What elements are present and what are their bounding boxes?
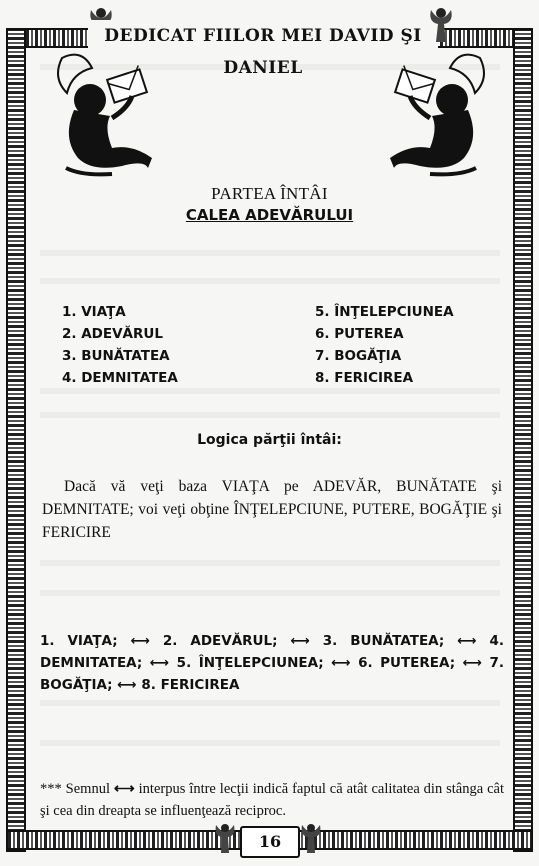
- logic-paragraph: Dacă vă veţi baza VIAŢA pe ADEVĂR, BUNĂTATE şi DEMNITATE; voi veţi obţine ÎNŢELEPCIUNE, PUTERE, BOGĂŢIE şi FERICIRE: [42, 478, 502, 541]
- lesson-list-right: [315, 301, 454, 389]
- page-number: 16: [240, 826, 300, 858]
- chain-item: 1. VIAŢA;: [40, 633, 118, 649]
- cherub-with-letter-icon: [52, 48, 162, 178]
- chain-item: 3. BUNĂTATEA;: [322, 633, 445, 649]
- lesson-item: 2. ADEVĂRUL: [62, 326, 163, 342]
- bidirectional-arrow-icon: ⟷: [331, 655, 351, 671]
- angel-ornament-icon: [214, 820, 236, 856]
- bleed-through: [40, 250, 500, 256]
- footnote-text: interpus între lecţii indică faptul că atât calitatea din stânga cât şi cea din dreapta se influenţează reciproc.: [40, 781, 505, 819]
- section-subtitle: CALEA ADEVĂRULUI: [185, 206, 354, 224]
- bleed-through: [40, 740, 500, 746]
- chain-item: 2. ADEVĂRUL;: [162, 633, 278, 649]
- dedication-header: DEDICAT FIILOR MEI DAVID ŞI DANIEL: [88, 20, 438, 50]
- bidirectional-arrow-icon: ⟷: [290, 633, 310, 649]
- angel-ornament-icon: [428, 4, 454, 46]
- bidirectional-arrow-icon: ⟷: [457, 633, 477, 649]
- part-title: PARTEA ÎNTÂI: [211, 184, 328, 203]
- bidirectional-arrow-icon: ⟷: [130, 633, 150, 649]
- cherub-with-letter-icon: [380, 48, 490, 178]
- lesson-list-left: [62, 301, 178, 389]
- lesson-item: 6. PUTEREA: [315, 326, 404, 342]
- chain-item: 5. ÎNŢELEPCIUNEA;: [176, 655, 324, 671]
- lesson-item: 3. BUNĂTATEA: [62, 348, 170, 364]
- bidirectional-arrow-icon: ⟷: [117, 677, 137, 693]
- lesson-item: 1. VIAŢA: [62, 304, 126, 320]
- lesson-item: 7. BOGĂŢIA: [315, 348, 402, 364]
- bleed-through: [40, 560, 500, 566]
- chain-item: 4. DEMNITATEA;: [40, 633, 505, 671]
- lesson-chain: [40, 630, 504, 696]
- chain-item: 7. BOGĂŢIA;: [40, 655, 505, 693]
- chain-item: 6. PUTEREA;: [358, 655, 456, 671]
- bleed-through: [40, 412, 500, 418]
- chain-item: 8. FERICIREA: [141, 677, 240, 693]
- lesson-item: 4. DEMNITATEA: [62, 370, 178, 386]
- bidirectional-arrow-icon: ⟷: [149, 655, 170, 671]
- bidirectional-arrow-icon: ⟷: [462, 655, 482, 671]
- bidirectional-arrow-icon: ⟷: [113, 781, 135, 797]
- lesson-item: 8. FERICIREA: [315, 370, 414, 386]
- bleed-through: [40, 278, 500, 284]
- angel-ornament-icon: [300, 820, 322, 856]
- footnote: [40, 778, 504, 822]
- logic-heading: Logica părţii întâi:: [197, 432, 342, 448]
- bleed-through: [40, 700, 500, 706]
- footnote-prefix: *** Semnul: [40, 781, 110, 797]
- bleed-through: [40, 590, 500, 596]
- lesson-item: 5. ÎNŢELEPCIUNEA: [315, 304, 454, 320]
